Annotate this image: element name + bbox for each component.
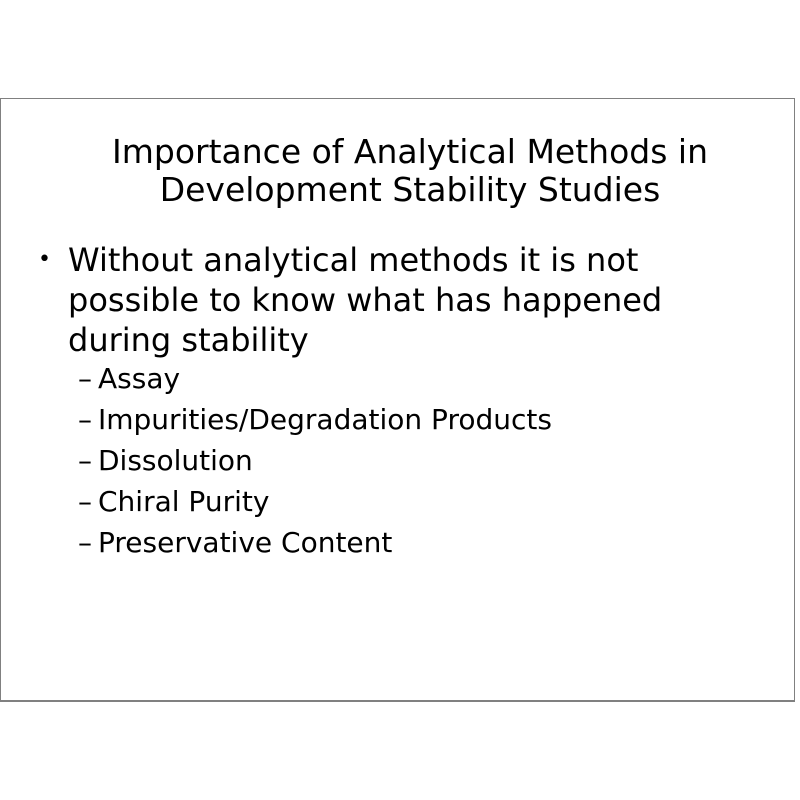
bullet-text: Without analytical methods it is not possible to know what has happened during stability (68, 241, 663, 359)
dash-icon: – (78, 485, 92, 518)
sub-bullet-text: Impurities/Degradation Products (98, 403, 552, 436)
bullet-dot-icon: • (38, 247, 51, 272)
dash-icon: – (78, 526, 92, 559)
sub-bullet-text: Assay (98, 362, 181, 395)
sub-bullet-item (78, 440, 552, 481)
sub-bullet-text: Preservative Content (98, 526, 393, 559)
slide-title: Importance of Analytical Methods in Development Stability Studies (112, 132, 708, 209)
sub-bullet-item (78, 399, 552, 440)
sub-bullet-item (78, 481, 552, 522)
sub-bullet-text: Dissolution (98, 444, 253, 477)
slide (0, 98, 795, 702)
dash-icon: – (78, 444, 92, 477)
sub-bullet-item (78, 358, 552, 399)
dash-icon: – (78, 403, 92, 436)
sub-bullet-text: Chiral Purity (98, 485, 270, 518)
bullet-item (38, 240, 728, 360)
sub-bullet-list (78, 358, 552, 563)
dash-icon: – (78, 362, 92, 395)
sub-bullet-item (78, 522, 552, 563)
